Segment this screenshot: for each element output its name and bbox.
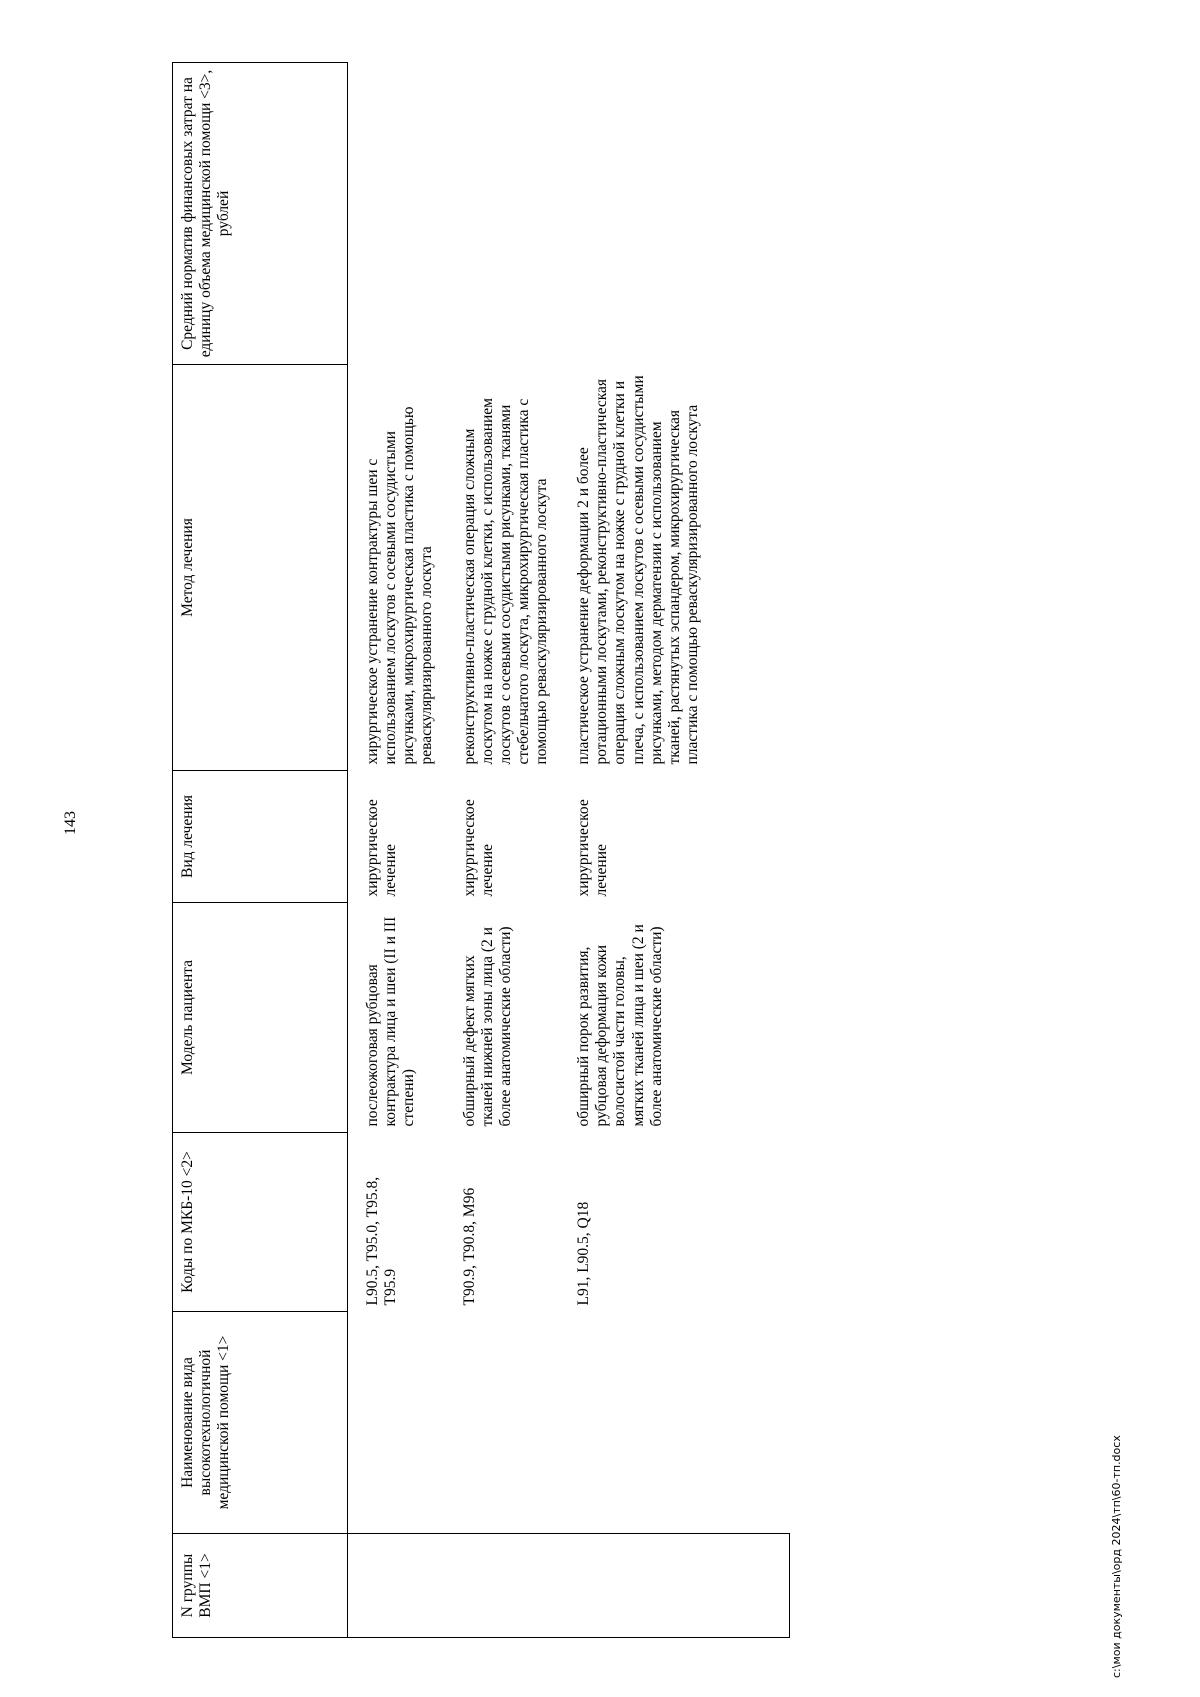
cell-cost-standard xyxy=(559,63,710,365)
header-icd10-codes: Коды по МКБ-10 <2> xyxy=(173,1133,348,1312)
cell-patient-model: послеожоговая рубцовая контрактура лица и шеи (II и III степени) xyxy=(364,916,418,1127)
table-row xyxy=(559,63,710,1638)
header-treatment-method: Метод лечения xyxy=(173,365,348,771)
cell-group-number xyxy=(348,1534,445,1638)
cell-care-type-name xyxy=(710,1312,790,1534)
cell-cost-standard xyxy=(348,63,445,365)
cell-group-number xyxy=(445,1534,560,1638)
cell-group-number xyxy=(559,1534,710,1638)
cell-cost-standard xyxy=(445,63,560,365)
table-header xyxy=(173,63,348,1638)
cell-treatment-method: реконструктивно-пластическая операция сложным лоскутом на ножке с грудной клетки, с использованием лоскутов с осевыми сосудистыми рисунками, тканями стебельчатого лоскута, микрохирургическая пластика с помощью реваскуляризированного лоскута xyxy=(460,398,550,765)
cell-group-number xyxy=(710,1534,790,1638)
footer-file-path: c:\мои документы\орд 2024\тп\60-тп.docx xyxy=(1110,1435,1123,1678)
cell-icd10-codes: T90.9, T90.8, M96 xyxy=(460,1187,478,1306)
cell-treatment-method: хирургическое устранение контрактуры шеи с использованием лоскутов с осевыми сосудистыми рисунками, микрохирургическая пластика с помощью реваскуляризированного лоскута xyxy=(364,406,436,765)
table-row-spacer xyxy=(710,63,790,1638)
treatment-table xyxy=(172,62,790,1638)
header-group-number: N группы ВМП <1> xyxy=(173,1534,348,1638)
cell-empty xyxy=(710,1133,790,1312)
cell-icd10-codes: L90.5, T95.0, T95.8, T95.9 xyxy=(364,1176,400,1306)
cell-empty xyxy=(710,365,790,771)
cell-empty xyxy=(710,903,790,1133)
cell-empty xyxy=(710,771,790,903)
cell-care-type-name xyxy=(559,1312,710,1534)
page-number: 143 xyxy=(62,811,79,835)
cell-care-type-name xyxy=(445,1312,560,1534)
header-care-type-name: Наименование вида высокотехнологичной медицинской помощи <1> xyxy=(173,1312,348,1534)
cell-patient-model: обширный дефект мягких тканей нижней зоны лица (2 и более анатомические области) xyxy=(460,926,514,1127)
cell-care-type-name xyxy=(348,1312,445,1534)
cell-treatment-type: хирургическое лечение xyxy=(364,799,400,897)
table-body xyxy=(348,63,790,1638)
cell-icd10-codes: L91, L90.5, Q18 xyxy=(575,1201,593,1306)
header-treatment-type: Вид лечения xyxy=(173,771,348,903)
cell-patient-model: обширный порок развития, рубцовая деформация кожи волосистой части головы, мягких тканей лица и шеи (2 и более анатомические области) xyxy=(575,924,665,1127)
header-patient-model: Модель пациента xyxy=(173,903,348,1133)
cell-treatment-type: хирургическое лечение xyxy=(460,799,496,897)
table-row xyxy=(445,63,560,1638)
header-cost-standard: Средний норматив финансовых затрат на единицу объема медицинской помощи <3>, рублей xyxy=(173,63,348,365)
cell-empty xyxy=(710,63,790,365)
cell-treatment-type: хирургическое лечение xyxy=(575,799,611,897)
table-row xyxy=(348,63,445,1638)
cell-treatment-method: пластическое устранение деформации 2 и более ротационными лоскутами, реконструктивно-пластическая операция сложным лоскутом на ножке с грудной клетки и плеча, с использованием лоскутов с осевыми сосудистыми рисунками, методом дерматензии с использованием тканей, растянутых эспандером, микрохирургическая пластика с помощью реваскуляризированного лоскута xyxy=(575,375,701,765)
treatment-table-wrapper xyxy=(172,63,1200,1638)
